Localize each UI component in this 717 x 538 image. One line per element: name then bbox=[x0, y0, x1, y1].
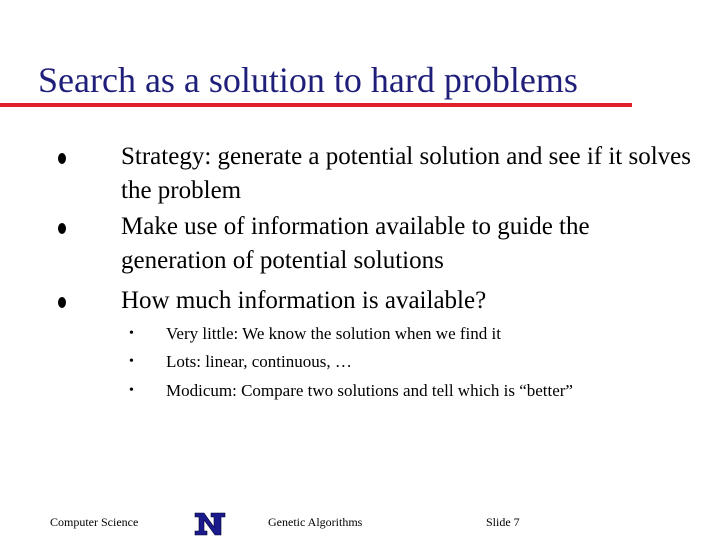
sub-bullet-dot: • bbox=[129, 383, 134, 398]
footer-slide-number: Slide 7 bbox=[486, 515, 520, 529]
sub-bullet-text-1: Very little: We know the solution when we find it bbox=[166, 324, 501, 343]
bullet-dot-icon bbox=[58, 297, 66, 308]
bullet-text-1: Strategy: generate a potential solution and see if it solves the problem bbox=[121, 143, 691, 204]
title-underline bbox=[0, 103, 632, 107]
slide-title: Search as a solution to hard problems bbox=[38, 60, 578, 100]
bullet-text-3: How much information is available? bbox=[121, 287, 487, 314]
footer-department: Computer Science bbox=[50, 515, 139, 529]
bullet-dot-icon bbox=[58, 223, 66, 234]
sub-bullet-dot: • bbox=[129, 326, 134, 341]
footer-course: Genetic Algorithms bbox=[268, 515, 363, 529]
sub-bullet-text-2: Lots: linear, continuous, … bbox=[166, 352, 352, 371]
n-logo-icon bbox=[193, 510, 227, 538]
sub-bullet-text-3: Modicum: Compare two solutions and tell which is “better” bbox=[166, 381, 573, 400]
bullet-dot-icon bbox=[58, 153, 66, 164]
bullet-text-2: Make use of information available to guide the generation of potential solutions bbox=[121, 213, 590, 274]
sub-bullet-dot: • bbox=[129, 354, 134, 369]
